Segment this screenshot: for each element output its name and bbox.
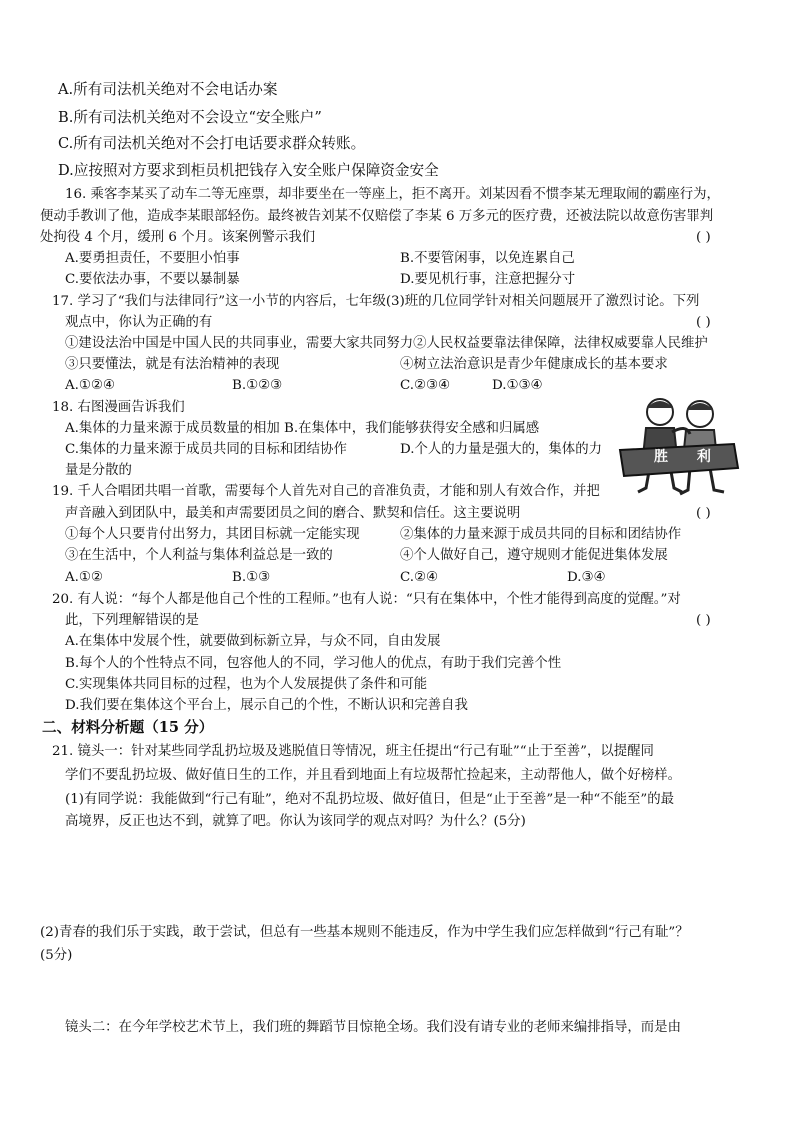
q19-option-a: A.①②	[65, 570, 103, 585]
q21-shot1-line1: 21. 镜头一：针对某些同学乱扔垃圾及逃脱值日等情况，班主任提出“行己有耻”“止于至善”，以提醒同	[52, 744, 654, 759]
q19-statement-3: ③在生活中，个人利益与集体利益总是一致的	[65, 548, 333, 563]
q19-statement-1: ①每个人只要肯付出努力，其团目标就一定能实现	[65, 527, 360, 542]
q20-stem-line2: 此，下列理解错误的是	[65, 613, 199, 628]
q19-stem-line1: 19. 千人合唱团共唱一首歌，需要每个人首先对自己的音准负责，才能和别人有效合作，并把	[52, 484, 600, 499]
q16-stem-line3: 处拘役 4 个月，缓刑 6 个月。该案例警示我们	[40, 230, 316, 245]
option-b: B.所有司法机关绝对不会设立“安全账户”	[58, 109, 322, 126]
q21-part2-line2: (5分)	[40, 948, 73, 963]
q19-statement-4: ④个人做好自己，遵守规则才能促进集体发展	[400, 548, 668, 563]
q18-option-a-b: A.集体的力量来源于成员数量的相加 B.在集体中，我们能够获得安全感和归属感	[65, 421, 540, 436]
q17-answer-paren: ( )	[696, 315, 711, 330]
q19-option-b: B.①③	[232, 570, 271, 585]
q17-option-c: C.②③④	[400, 378, 451, 393]
q16-stem-line2: 便动手教训了他，造成李某眼部轻伤。最终被告刘某不仅赔偿了李某 6 万多元的医疗费，还被法院以故意伤害罪判	[40, 209, 714, 224]
cartoon-banner-text: 胜 利	[654, 449, 723, 465]
option-d: D.应按照对方要求到柜员机把钱存入安全账户保障资金安全	[58, 162, 439, 179]
q16-option-c: C.要依法办事，不要以暴制暴	[65, 272, 240, 287]
q16-option-a: A.要勇担责任，不要胆小怕事	[65, 251, 240, 266]
q17-stem-line2: 观点中，你认为正确的有	[65, 315, 213, 330]
option-c: C.所有司法机关绝对不会打电话要求群众转账。	[58, 135, 366, 152]
q16-stem-line1: 16. 乘客李某买了动车二等无座票，却非要坐在一等座上，拒不离开。刘某因看不惯李某无理取闹的霸座行为，	[65, 187, 720, 202]
q20-option-d: D.我们要在集体这个平台上，展示自己的个性，不断认识和完善自我	[65, 698, 468, 713]
q17-option-b: B.①②③	[232, 378, 283, 393]
q20-answer-paren: ( )	[696, 613, 711, 628]
q21-shot1-line2: 学们不要乱扔垃圾、做好值日生的工作，并且看到地面上有垃圾帮忙捡起来，主动帮他人，做个好榜样。	[65, 768, 681, 783]
q17-option-d: D.①③④	[492, 378, 543, 393]
q16-option-b: B.不要管闲事，以免连累自己	[400, 251, 575, 266]
option-a: A.所有司法机关绝对不会电话办案	[58, 81, 278, 98]
q21-shot2-line1: 镜头二：在今年学校艺术节上，我们班的舞蹈节目惊艳全场。我们没有请专业的老师来编排指导，而是由	[65, 1020, 681, 1035]
q16-answer-paren: ( )	[696, 230, 711, 245]
q19-answer-paren: ( )	[696, 506, 711, 521]
q20-stem-line1: 20. 有人说：“每个人都是他自己个性的工程师。”也有人说：“只有在集体中，个性才能得到高度的觉醒。”对	[52, 592, 681, 607]
q19-stem-line2: 声音融入到团队中，最美和声需要团员之间的磨合、默契和信任。这主要说明	[65, 506, 521, 521]
q19-option-c: C.②④	[400, 570, 439, 585]
q18-stem: 18. 右图漫画告诉我们	[52, 400, 185, 415]
cartoon-illustration	[616, 388, 742, 502]
q21-part1-line1: (1)有同学说：我能做到“行己有耻”，绝对不乱扔垃圾、做好值日，但是“止于至善”是一种“不能至”的最	[65, 792, 675, 807]
q17-statement-1-2: ①建设法治中国是中国人民的共同事业，需要大家共同努力②人民权益要靠法律保障，法律权威要靠人民维护	[65, 336, 708, 351]
q16-option-d: D.要见机行事，注意把握分寸	[400, 272, 576, 287]
q17-statement-3: ③只要懂法，就是有法治精神的表现	[65, 357, 280, 372]
q18-option-c: C.集体的力量来源于成员共同的目标和团结协作	[65, 442, 347, 457]
q20-option-a: A.在集体中发展个性，就要做到标新立异，与众不同，自由发展	[65, 634, 441, 649]
q17-statement-4: ④树立法治意识是青少年健康成长的基本要求	[400, 357, 668, 372]
q21-part1-line2: 高境界，反正也达不到，就算了吧。你认为该同学的观点对吗？为什么？(5分)	[65, 814, 526, 829]
q19-statement-2: ②集体的力量来源于成员共同的目标和团结协作	[400, 527, 682, 542]
q20-option-b: B.每个人的个性特点不同，包容他人的不同，学习他人的优点，有助于我们完善个性	[65, 656, 562, 671]
q21-part2-line1: (2)青春的我们乐于实践，敢于尝试，但总有一些基本规则不能违反，作为中学生我们应怎样做到“行己有耻”？	[40, 925, 689, 940]
section-heading: 二、材料分析题（15 分）	[42, 719, 214, 736]
q17-option-a: A.①②④	[65, 378, 115, 393]
q18-option-d-cont: 量是分散的	[65, 463, 132, 478]
q20-option-c: C.实现集体共同目标的过程，也为个人发展提供了条件和可能	[65, 677, 428, 692]
q19-option-d: D.③④	[567, 570, 606, 585]
q18-option-d: D.个人的力量是强大的，集体的力	[400, 442, 602, 457]
q17-stem-line1: 17. 学习了“我们与法律同行”这一小节的内容后，七年级(3)班的几位同学针对相关问题展开了激烈讨论。下列	[52, 294, 700, 309]
